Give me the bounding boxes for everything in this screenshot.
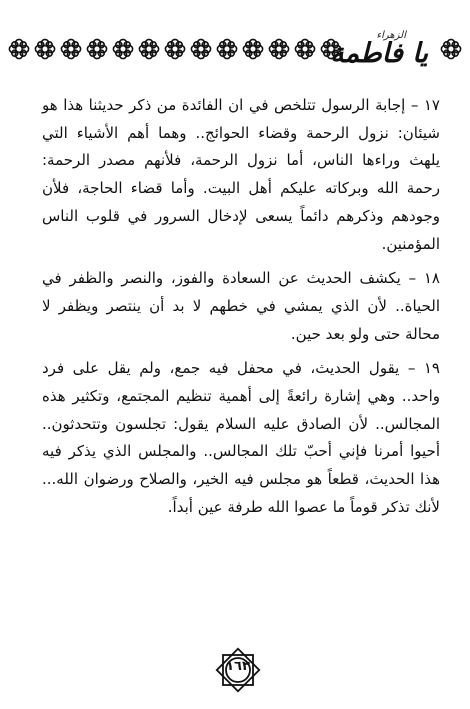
flower-ornament-icon (34, 38, 56, 60)
ornament-left (8, 38, 342, 62)
flower-ornament-icon (86, 38, 108, 60)
page-number-badge (213, 645, 263, 695)
flower-ornament-icon (190, 38, 212, 60)
ornament-right (440, 38, 462, 62)
flower-ornament-icon (440, 38, 462, 60)
flower-ornament-icon (294, 38, 316, 60)
book-title-logo (326, 30, 436, 74)
page-header (0, 30, 470, 74)
paragraph-17: ١٧ – إجابة الرسول تتلخص في ان الفائدة من ذكر حديثنا هذا هو شيئان: نزول الرحمة وقضاء الحوائج.. وهما أهم الأشياء التي يلهث وراءها الناس، أما نزول الرحمة، فلأنهم مصدر الرحمة: رحمة الله وبركاته عليكم أهل البيت. وأما قضاء الحاجة، فلأن وجودهم وذكرهم دائماً يسعى لإدخال السرور في قلوب الناس المؤمنين. (42, 96, 440, 253)
page-body (42, 92, 440, 529)
flower-ornament-icon (268, 38, 290, 60)
title-subtext: الزهراء (376, 30, 406, 41)
flower-ornament-icon (138, 38, 160, 60)
paragraph-18: ١٨ – يكشف الحديث عن السعادة والفوز، والنصر والظفر في الحياة.. لأن الذي يمشي في خطهم لا بد أن ينتصر ويظفر لا محالة حتى ولو بعد حين. (42, 269, 440, 343)
flower-ornament-icon (242, 38, 264, 60)
page-number: ١٦٣ (226, 659, 250, 674)
book-title: يا فاطمة (330, 38, 428, 69)
flower-ornament-icon (216, 38, 238, 60)
flower-ornament-icon (60, 38, 82, 60)
flower-ornament-icon (164, 38, 186, 60)
paragraph-19: ١٩ – يقول الحديث، في محفل فيه جمع، ولم يقل على فرد واحد.. وهي إشارة رائعةً إلى أهمية تنظيم المجتمع، وتكثير هذه المجالس.. لأن الصادق عليه السلام يقول: تجلسون وتتحدثون.. أحيوا أمرنا فإني أحبّ تلك المجالس.. والمجلس الذي يذكر فيه هذا الحديث، قطعاً هو مجلس فيه الخير، والصلاح ورضوان الله... لأنك تذكر قوماً ما عصوا الله طرفة عين أبداً. (42, 359, 440, 516)
flower-ornament-icon (112, 38, 134, 60)
flower-ornament-icon (8, 38, 30, 60)
